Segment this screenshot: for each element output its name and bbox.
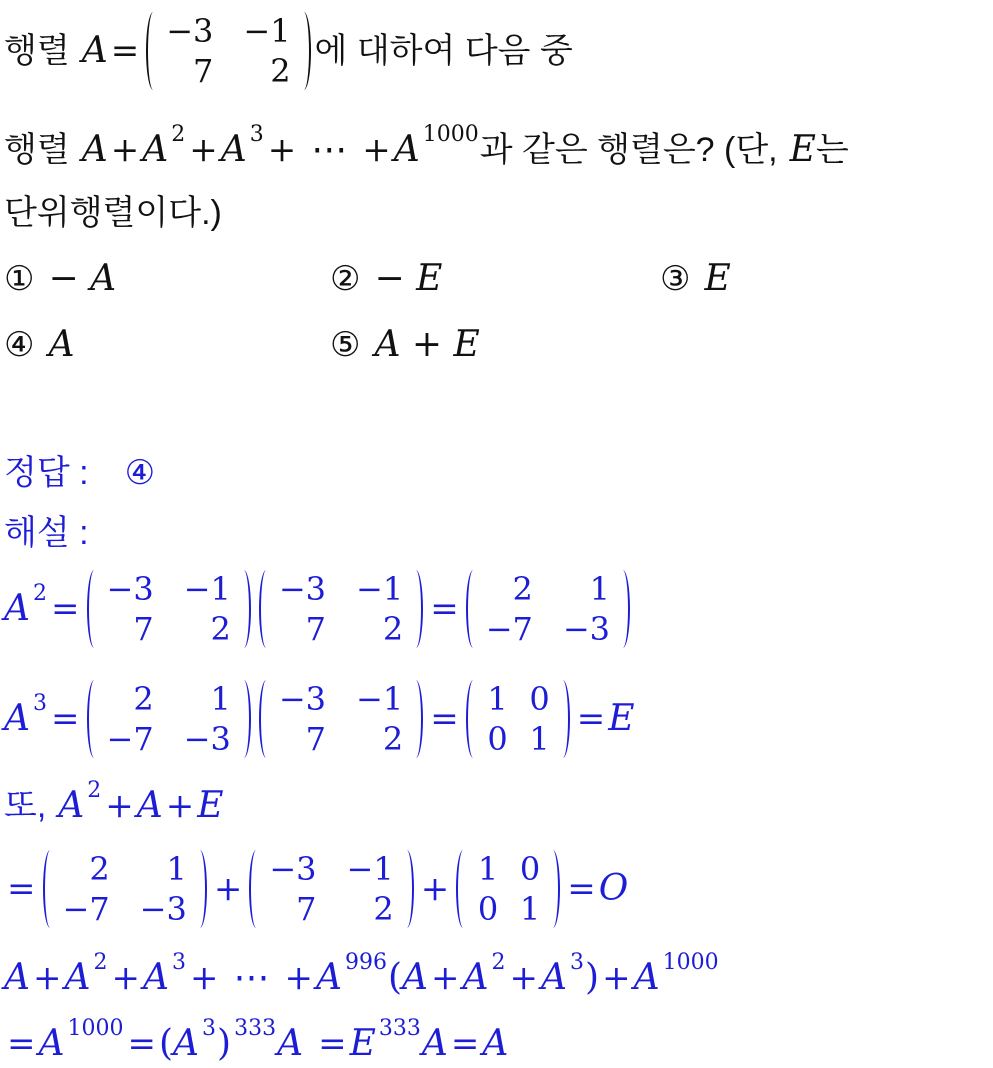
choice-3[interactable] [660,258,731,299]
question-text: 행렬 [4,131,70,169]
matrix-cell: 7 [193,52,214,90]
matrix: 2 1 −7 −3 [466,570,630,648]
choice-1[interactable] [4,258,116,299]
solution-label: 해설 : [4,514,89,552]
choice-text: E [704,258,731,299]
zero-matrix-symbol: O [598,868,629,909]
solution-step-3: 또, A 2 + A + E [4,778,224,826]
exponent: 2 [33,581,47,606]
also-label: 또, [4,787,47,825]
matrix: −3 −1 7 2 [87,570,251,648]
choice-text: A [48,324,75,365]
choice-5[interactable] [330,324,480,365]
exponent: 2 [171,122,186,147]
choice-number: ④ [4,325,35,364]
question-text: 에 대하여 다음 중 [314,32,573,70]
question-text: 행렬 [4,32,70,70]
choice-number: ① [4,259,35,298]
matrix-cell: 2 [270,52,291,90]
matrix-symbol: A [81,30,108,71]
exponent: 3 [249,122,264,147]
lhs: A [4,698,30,739]
lhs: A [4,588,30,629]
choice-text: − A [48,258,117,299]
choice-number: ③ [660,259,691,298]
question-line-1 [4,12,573,90]
matrix: −3 −1 7 2 [259,570,423,648]
matrix: −3 −1 7 2 [249,850,413,928]
choice-text: − E [374,258,443,299]
equals-sign: = [110,31,140,71]
matrix-A [146,12,310,90]
choice-text: A + E [374,324,480,365]
question-line-2: 행렬 A + A 2 + A 3 + ⋯ + A 1000 과 같은 행렬은? (단, E 는 [4,122,849,170]
solution-step-4: = 2 1 −7 −3 + −3 −1 7 2 + 1 0 0 1 = O [7,850,629,928]
choice-number: ② [330,259,361,298]
ellipsis: ⋯ [311,129,348,170]
matrix: 2 1 −7 −3 [43,850,207,928]
answer-line [4,456,155,490]
question-text: 는 [815,131,849,169]
solution-label-line [4,516,89,550]
solution-step-5: A + A 2 + A 3 + ⋯ + A 996 ( A + A 2 + A 3 ) + A 1000 [4,950,719,998]
question-line-3 [4,196,222,230]
matrix: 1 0 0 1 [456,850,560,928]
matrix: −3 −1 7 2 [259,680,423,758]
choice-2[interactable] [330,258,442,299]
solution-step-2: A 3 = 2 1 −7 −3 −3 −1 7 2 = 1 0 0 1 = E [4,680,635,758]
identity-symbol: E [789,129,816,170]
matrix: 1 0 0 1 [466,680,570,758]
choice-number: ⑤ [330,325,361,364]
exponent: 3 [33,691,47,716]
question-text: 과 같은 행렬은? (단, [479,131,778,169]
left-paren [146,12,158,90]
matrix-cell: −3 [166,12,214,50]
answer-value: ④ [124,454,156,492]
choice-4[interactable] [4,324,74,365]
matrix: 2 1 −7 −3 [87,680,251,758]
question-text: 단위행렬이다.) [4,194,222,232]
exponent: 1000 [422,122,479,147]
answer-label: 정답 : [4,454,89,492]
solution-step-6: = A 1000 = ( A 3 ) 333 A = E 333 A = A [7,1016,509,1064]
right-paren [299,12,311,90]
result-symbol: E [608,698,635,739]
matrix-cell: −1 [243,12,291,50]
solution-step-1: A 2 = −3 −1 7 2 −3 −1 7 2 = 2 1 −7 −3 [4,570,634,648]
